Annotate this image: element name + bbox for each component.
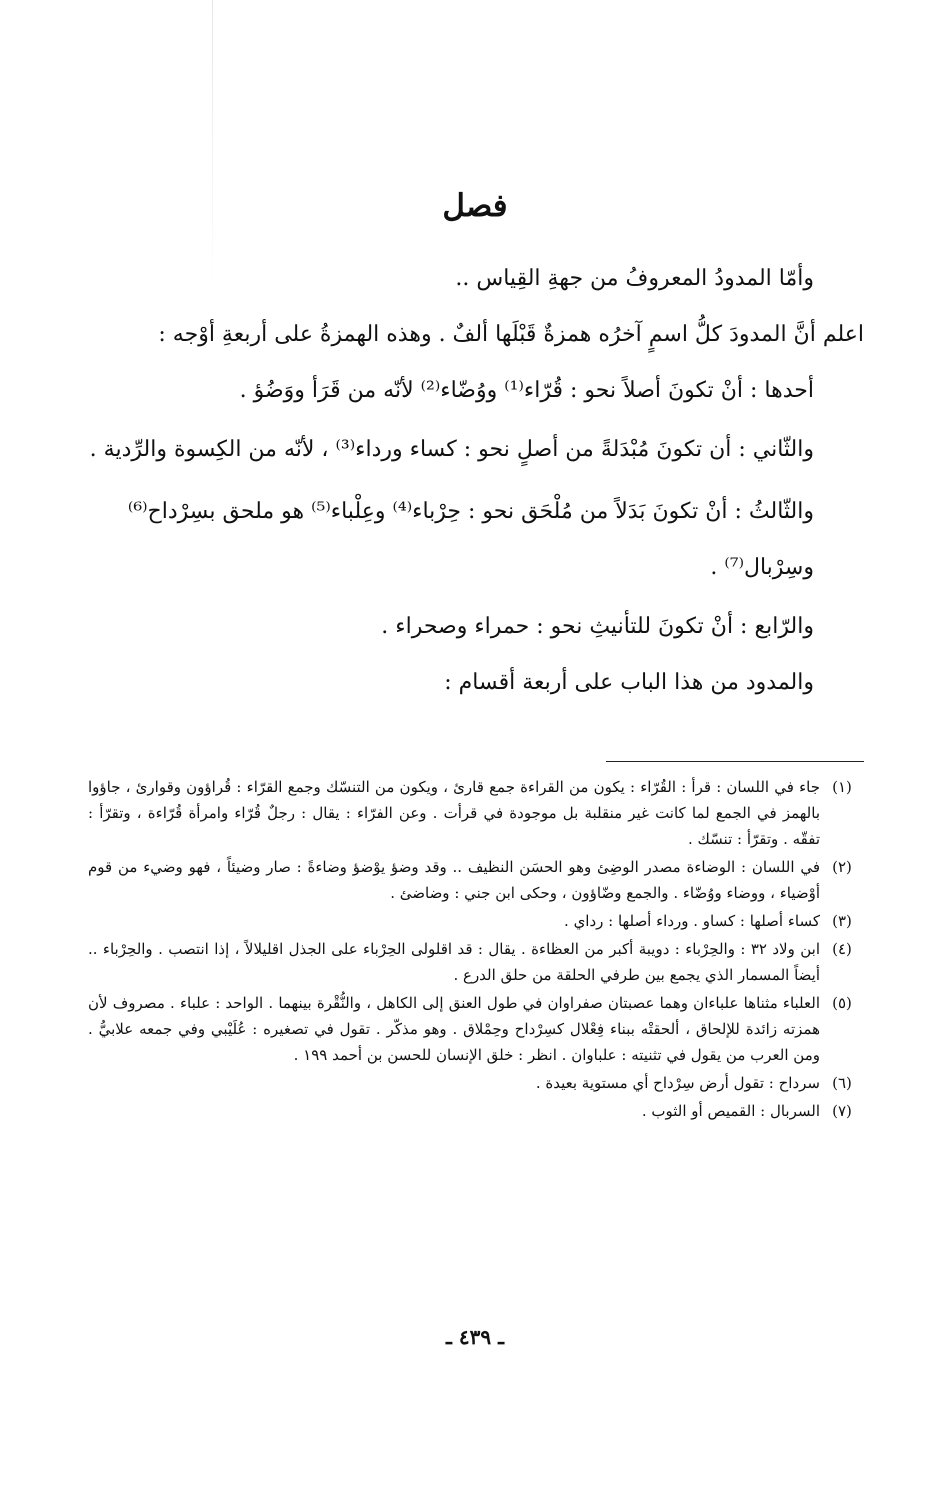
footnote-number: (١) [832,778,852,796]
footnote [88,908,864,934]
section-heading: فصل [442,188,508,224]
footnote-number: (٤) [832,940,852,958]
footnote [88,1098,864,1124]
footnotes [88,774,864,1126]
paragraph-first-case: أحدها : أنْ تكونَ أصلاً نحو : قُرّاء⁽¹⁾ ووُضّاء⁽²⁾ لأنّه من قَرَأ ووَضُؤ . [239,378,814,403]
footnote [88,1070,864,1096]
paragraph-second-case: والثّاني : أن تكونَ مُبْدَلةً من أصلٍ نحو : كساء ورداء⁽³⁾ ، لأنّه من الكِسوة والرِّدية . [89,437,814,462]
footnote-text: كساء أصلها : كساو . ورداء أصلها : رداي . [564,912,820,930]
footnote-number: (٣) [832,912,852,930]
footnote [88,936,864,988]
footnote-text: جاء في اللسان : قرأ : القُرّاء : يكون من القراءة جمع قارئ ، ويكون من التنسّك وجمع القرّاء : قُراؤون وقوارئ ، جاؤوا بالهمز في الجمع لما كانت غير منقلبة بل موجودة في قرأت . وعن الفرّاء : يقال : رجلٌ قُرّاء وامرأة قُرّاءة ، وتقرّأ : تفقّه . وتقرّأ : تنسّك . [88,778,820,848]
footnote-text: السربال : القميص أو الثوب . [641,1102,820,1120]
paragraph-divisions: والمدود من هذا الباب على أربعة أقسام : [444,670,814,695]
paragraph-third-case: والثّالثُ : أنْ تكونَ بَدَلاً من مُلْحَق نحو : حِرْباء⁽⁴⁾ وعِلْباء⁽⁵⁾ هو ملحق بسِرْداح⁽⁶⁾ وسِرْبال⁽⁷⁾ . [127,499,814,580]
footnote-number: (٢) [832,858,852,876]
footnote-text: في اللسان : الوضاءة مصدر الوضِئ وهو الحسَن النظيف .. وقد وضؤ يوْضؤ وضاءةً : صار وضيئاً ، فهو وضيء من قوم أوْضياء ، ووضاء ووُضّاء . والجمع وضّاؤون ، وحكى ابن جني : وضاضئ . [88,858,820,902]
footnote-number: (٦) [832,1074,852,1092]
main-text [88,254,864,714]
paragraph-intro: وأمّا المدودُ المعروفُ من جهةِ القِياس .. [455,266,814,291]
footnote [88,774,864,852]
footnote [88,854,864,906]
paragraph-fourth-case: والرّابع : أنْ تكونَ للتأنيثِ نحو : حمراء وصحراء . [381,614,814,639]
footnote [88,990,864,1068]
footnote-number: (٥) [832,994,852,1012]
footnote-number: (٧) [832,1102,852,1120]
footnote-text: العلباء مثناها علباءان وهما عصبتان صفراوان في طول العنق إلى الكاهل ، والنُّقْرة بينهما . الواحد : علباء . مصروف لأن همزته زائدة للإلحاق ، ألحقتْه ببناء فِعْلال كسِرْداح وحِمْلاق . وهو مذكّر . تقول في تصغيره : عُلَيْبي وفي جمعه علابيُّ . ومن العرب من يقول في تثنيته : علباوان . انظر : خلق الإنسان للحسن بن أحمد ١٩٩ . [88,994,820,1064]
paragraph-definition: اعلم أنَّ المدودَ كلُّ اسمٍ آخرُه همزةٌ قَبْلَها ألفٌ . وهذه الهمزةُ على أربعةِ أوْجه : [158,322,864,347]
footnote-text: ابن ولاد ٣٢ : والحِرْباء : دويبة أكبر من العظاءة . يقال : قد اقلولى الحِرْباء على الجذل اقليلالاً ، إذا انتصب . والحِرْباء .. أيضاً المسمار الذي يجمع بين طرفي الحلقة من حلق الدرع . [88,940,820,984]
footnote-separator [606,761,864,762]
page-number: ـ ٤٣٩ ـ [446,1325,504,1349]
footnote-text: سرداح : تقول أرض سِرْداح أي مستوية بعيدة . [535,1074,820,1092]
